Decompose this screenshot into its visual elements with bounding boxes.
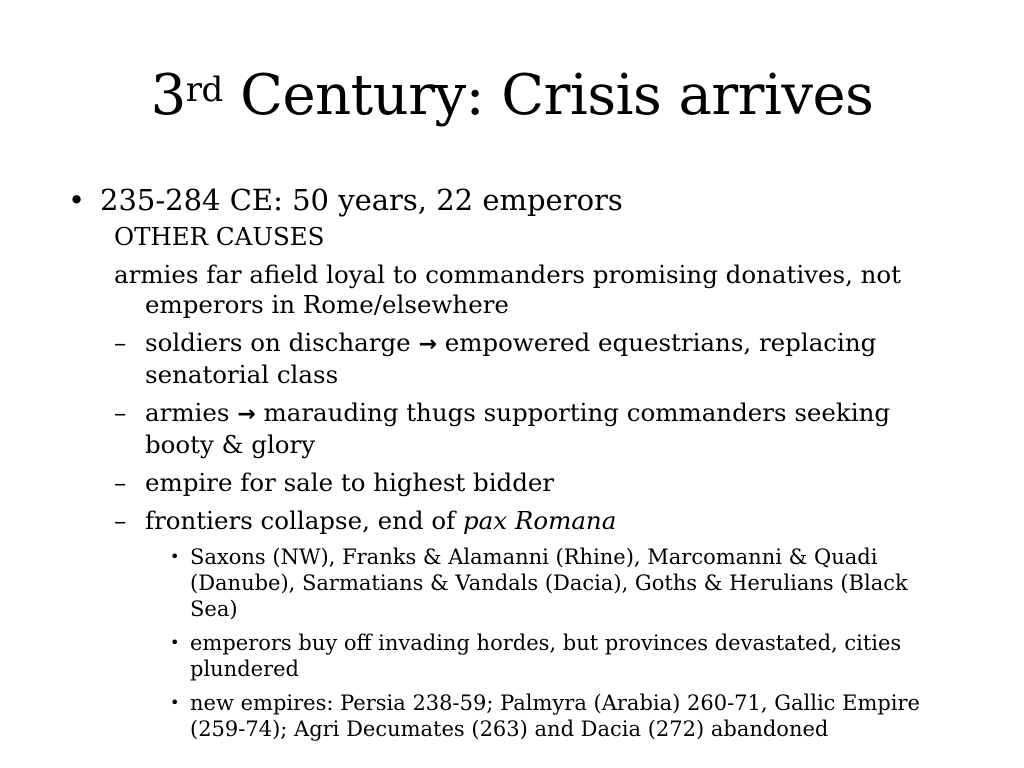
dash-item-text-before: armies [145,398,230,427]
title-prefix: 3 [150,63,186,128]
dash-item [60,468,945,498]
dash-icon: – [114,506,127,535]
dash-item-text-before: soldiers on discharge [145,328,411,357]
dash-icon: – [114,468,127,497]
dash-item-italic: pax Romana [463,506,617,535]
slide-title [0,58,1024,134]
sub-bullet-text: Saxons (NW), Franks & Alamanni (Rhine), Marcomanni & Quadi (Danube), Sarmatians & Vandals (Dacia), Goths & Herulians (Black Sea) [190,545,908,621]
dash-icon: – [114,328,127,357]
dash-item-text: frontiers collapse, end of [145,506,463,535]
dash-item [60,506,945,536]
title-rest: Century: Crisis arrives [222,63,874,128]
sub-bullet-text: new empires: Persia 238-59; Palmyra (Arabia) 260-71, Gallic Empire (259-74); Agri Decumates (263) and Dacia (272) abandoned [190,691,920,741]
dash-item-text: empire for sale to highest bidder [145,468,555,497]
main-bullet [60,180,980,220]
arrow-right-icon: → [237,402,256,427]
bullet-icon: • [170,693,180,712]
sub-bullet [60,630,958,682]
main-bullet-text: 235-284 CE: 50 years, 22 emperors [100,183,623,217]
sub-bullet [60,544,958,622]
cause-intro: armies far afield loyal to commanders promising donatives, not emperors in Rome/elsewhere [114,260,902,319]
title-superscript: rd [185,70,223,110]
bullet-icon: • [68,183,86,217]
sub-bullet-text: emperors buy off invading hordes, but provinces devastated, cities plundered [190,631,902,681]
dash-icon: – [114,398,127,427]
dash-item-text-after: empowered equestrians, replacing senatorial class [145,328,877,389]
dash-item [60,328,945,390]
dash-item-text-after: marauding thugs supporting commanders seeking booty & glory [145,398,891,459]
bullet-icon: • [170,547,180,566]
sub-bullet [60,690,958,742]
arrow-right-icon: → [418,332,437,357]
bullet-icon: • [170,633,180,652]
other-causes-heading: OTHER CAUSES [114,222,325,251]
slide-content [60,180,980,750]
dash-item [60,398,945,460]
